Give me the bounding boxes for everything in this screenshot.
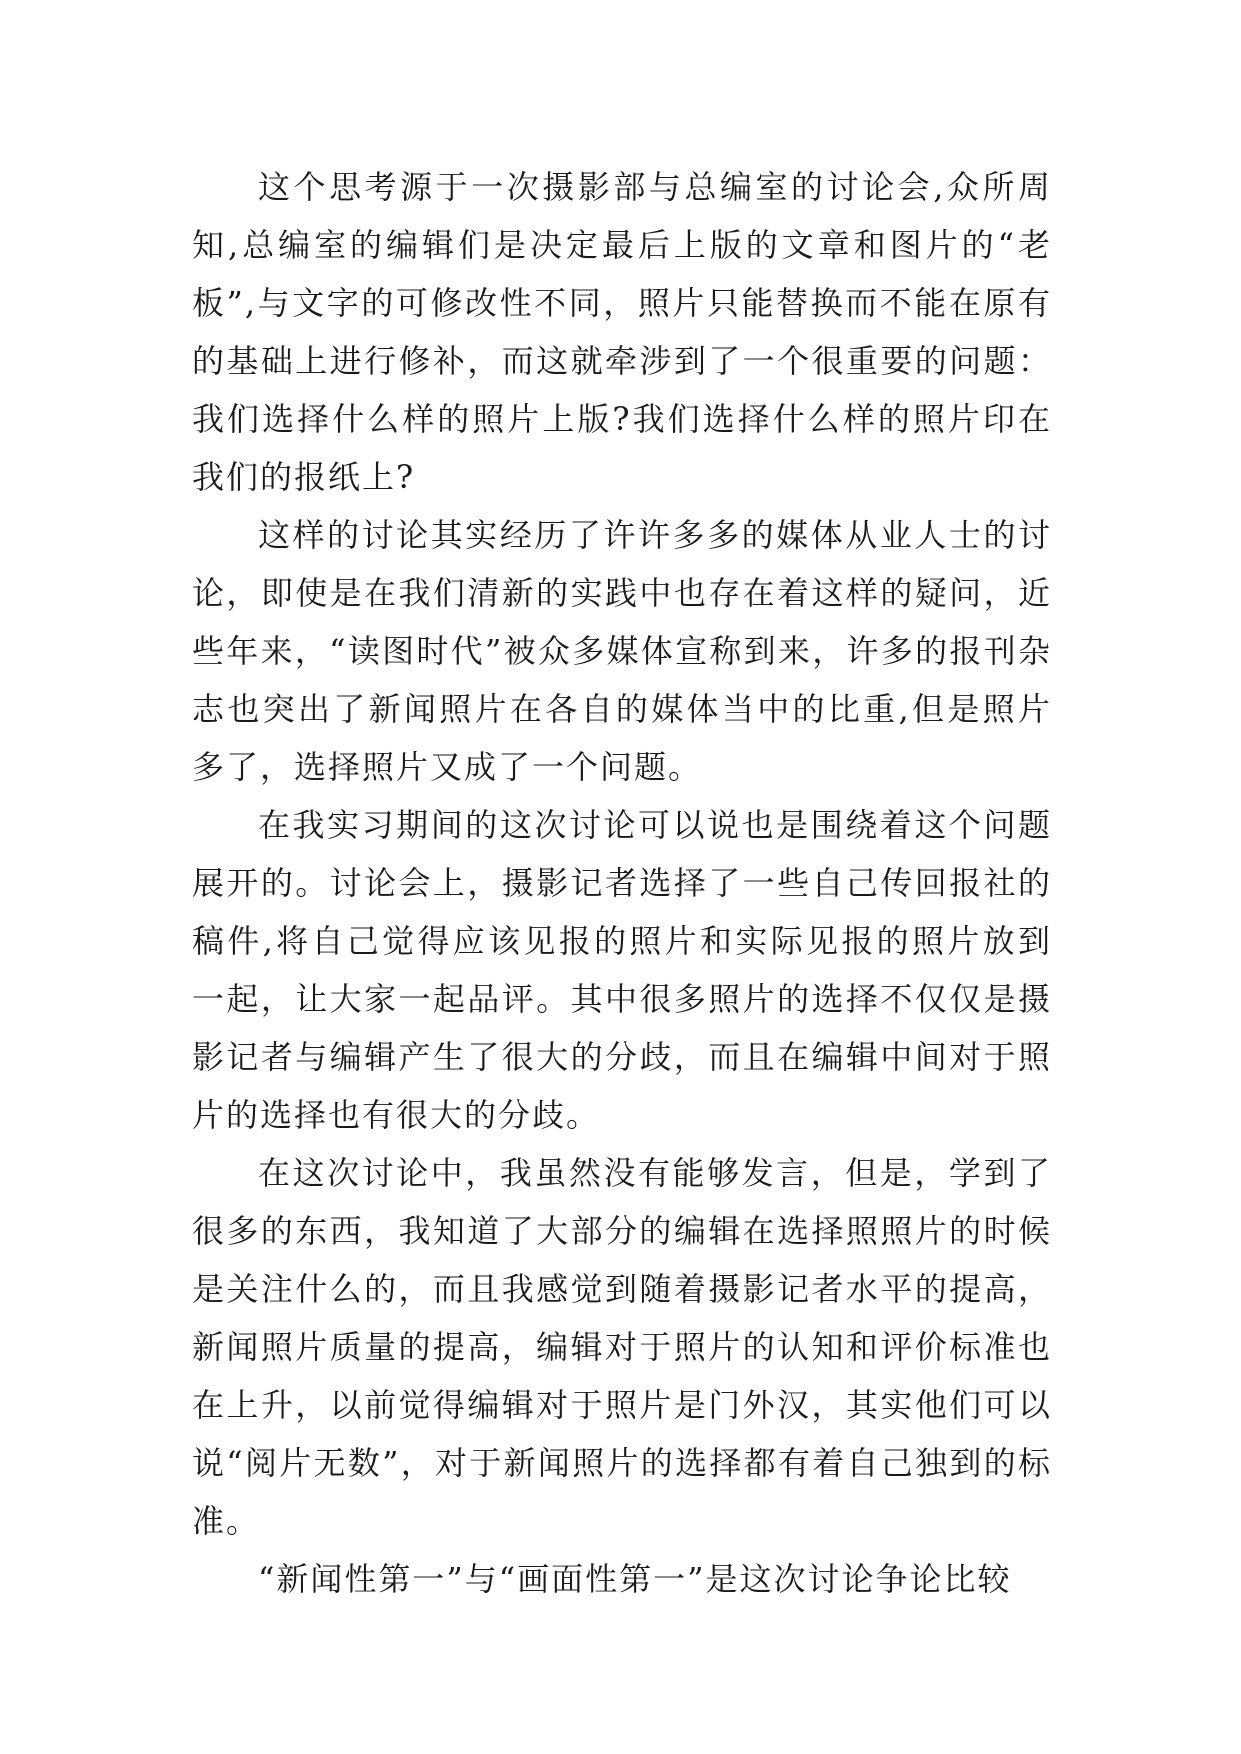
paragraph-2: 这样的讨论其实经历了许许多多的媒体从业人士的讨论，即使是在我们清新的实践中也存在着这样的疑问，近些年来，“读图时代”被众多媒体宣称到来，许多的报刊杂志也突出了新闻照片在各自的媒体当中的比重,但是照片多了，选择照片又成了一个问题。 <box>192 516 1052 786</box>
document-page <box>192 158 1052 1608</box>
paragraph-1: 这个思考源于一次摄影部与总编室的讨论会,众所周知,总编室的编辑们是决定最后上版的文章和图片的“老板”,与文字的可修改性不同，照片只能替换而不能在原有的基础上进行修补，而这就牵涉到了一个很重要的问题：我们选择什么样的照片上版?我们选择什么样的照片印在我们的报纸上? <box>192 168 1052 496</box>
paragraph-3: 在我实习期间的这次讨论可以说也是围绕着这个问题展开的。讨论会上，摄影记者选择了一些自己传回报社的稿件,将自己觉得应该见报的照片和实际见报的照片放到一起，让大家一起品评。其中很多照片的选择不仅仅是摄影记者与编辑产生了很大的分歧，而且在编辑中间对于照片的选择也有很大的分歧。 <box>192 806 1052 1134</box>
paragraph-5: “新闻性第一”与“画面性第一”是这次讨论争论比较 <box>258 1560 1012 1598</box>
paragraph-4: 在这次讨论中，我虽然没有能够发言，但是，学到了很多的东西，我知道了大部分的编辑在选择照照片的时候是关注什么的，而且我感觉到随着摄影记者水平的提高，新闻照片质量的提高，编辑对于照片的认知和评价标准也在上升，以前觉得编辑对于照片是门外汉，其实他们可以说“阅片无数”，对于新闻照片的选择都有着自己独到的标准。 <box>192 1154 1052 1540</box>
